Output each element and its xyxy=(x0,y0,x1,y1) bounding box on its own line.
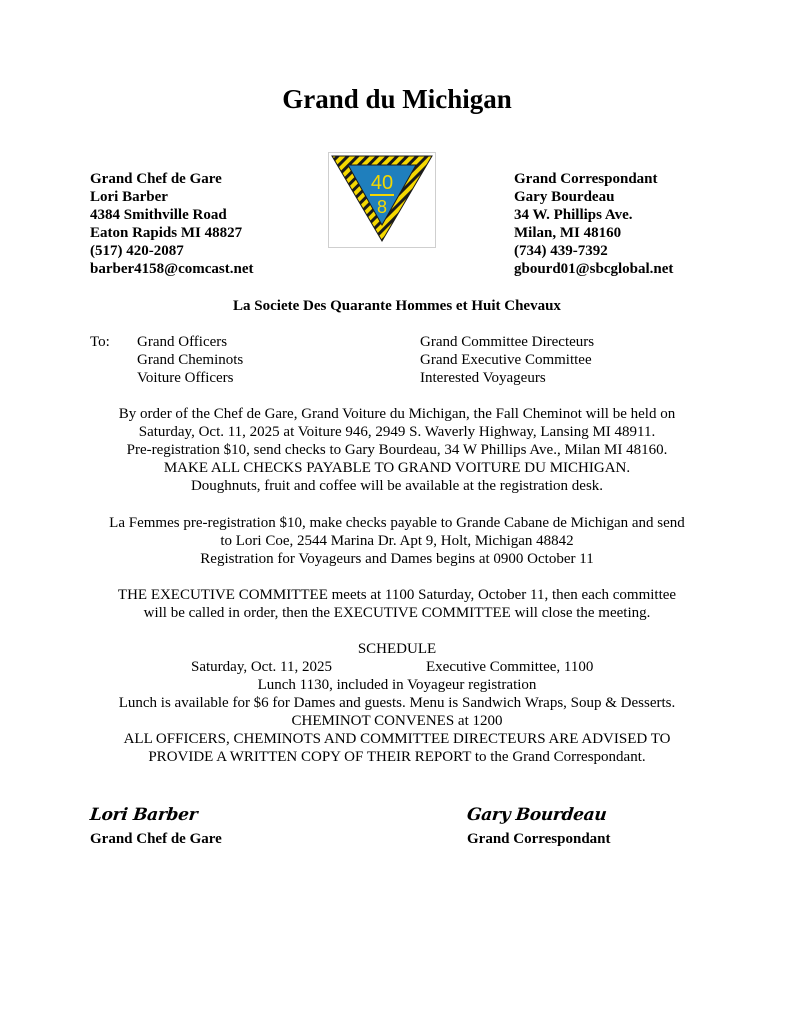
left-address-name: Lori Barber xyxy=(90,189,168,205)
paragraph-line: Saturday, Oct. 11, 2025 at Voiture 946, 2949 S. Waverly Highway, Lansing MI 48911. xyxy=(138,424,656,440)
left-address-city: Eaton Rapids MI 48827 xyxy=(90,225,243,241)
schedule-heading: SCHEDULE xyxy=(357,641,437,657)
schedule-section xyxy=(0,640,794,766)
paragraph-line: By order of the Chef de Gare, Grand Voiture du Michigan, the Fall Cheminot will be held on xyxy=(118,406,676,422)
schedule-date: Saturday, Oct. 11, 2025 xyxy=(191,659,332,675)
right-address-block xyxy=(514,170,673,278)
schedule-executive: Executive Committee, 1100 xyxy=(426,659,594,675)
paragraph-line: to Lori Coe, 2544 Marina Dr. Apt 9, Holt, Michigan 48842 xyxy=(220,533,574,549)
recipient-item: Grand Committee Directeurs xyxy=(420,334,595,350)
forty-and-eight-emblem xyxy=(328,152,436,248)
recipient-item: Interested Voyageurs xyxy=(420,370,546,386)
left-signature-title: Grand Chef de Gare xyxy=(90,831,222,847)
paragraph-line: will be called in order, then the EXECUTIVE COMMITTEE will close the meeting. xyxy=(143,605,651,621)
schedule-line: Lunch is available for $6 for Dames and guests. Menu is Sandwich Wraps, Soup & Desserts. xyxy=(118,695,676,711)
right-signature-title: Grand Correspondant xyxy=(467,831,611,847)
paragraph-line: Registration for Voyageurs and Dames begins at 0900 October 11 xyxy=(200,551,594,567)
emblem-bottom-number: 8 xyxy=(376,197,388,217)
right-address-city: Milan, MI 48160 xyxy=(514,225,622,241)
right-address-email: gbourd01@sbcglobal.net xyxy=(514,261,674,277)
paragraph-line: Pre-registration $10, send checks to Gary Bourdeau, 34 W Phillips Ave., Milan MI 48160. xyxy=(126,442,668,458)
right-signature: Gary Bourdeau xyxy=(465,805,608,825)
organization-subtitle: La Societe Des Quarante Hommes et Huit Chevaux xyxy=(233,298,561,314)
schedule-line: PROVIDE A WRITTEN COPY OF THEIR REPORT to the Grand Correspondant. xyxy=(148,749,646,765)
recipients-column-2 xyxy=(420,333,594,387)
schedule-date-row xyxy=(0,658,794,676)
schedule-line: ALL OFFICERS, CHEMINOTS AND COMMITTEE DIRECTEURS ARE ADVISED TO xyxy=(123,731,671,747)
left-signature: Lori Barber xyxy=(88,805,199,825)
recipients-column-1 xyxy=(137,333,243,387)
paragraph-line: Doughnuts, fruit and coffee will be available at the registration desk. xyxy=(190,478,604,494)
schedule-line: CHEMINOT CONVENES at 1200 xyxy=(291,713,503,729)
emblem-top-number: 40 xyxy=(370,172,394,194)
recipient-item: Voiture Officers xyxy=(137,370,234,386)
left-address-email: barber4158@comcast.net xyxy=(90,261,254,277)
emblem-icon xyxy=(329,153,435,247)
recipients-label: To: xyxy=(90,334,110,350)
left-address-phone: (517) 420-2087 xyxy=(90,243,184,259)
right-address-name: Gary Bourdeau xyxy=(514,189,615,205)
paragraph-line: MAKE ALL CHECKS PAYABLE TO GRAND VOITURE DU MICHIGAN. xyxy=(163,460,631,476)
announcement-paragraph xyxy=(0,405,794,495)
la-femmes-paragraph xyxy=(0,514,794,568)
executive-committee-paragraph xyxy=(0,586,794,622)
left-address-street: 4384 Smithville Road xyxy=(90,207,227,223)
left-address-block xyxy=(90,170,254,278)
recipient-item: Grand Cheminots xyxy=(137,352,244,368)
right-address-street: 34 W. Phillips Ave. xyxy=(514,207,633,223)
recipient-item: Grand Officers xyxy=(137,334,228,350)
paragraph-line: THE EXECUTIVE COMMITTEE meets at 1100 Saturday, October 11, then each committee xyxy=(117,587,677,603)
right-address-phone: (734) 439-7392 xyxy=(514,243,608,259)
left-address-role: Grand Chef de Gare xyxy=(90,171,222,187)
right-address-role: Grand Correspondant xyxy=(514,171,658,187)
paragraph-line: La Femmes pre-registration $10, make checks payable to Grande Cabane de Michigan and send xyxy=(109,515,685,531)
page-title: Grand du Michigan xyxy=(282,84,512,114)
recipient-item: Grand Executive Committee xyxy=(420,352,592,368)
schedule-line: Lunch 1130, included in Voyageur registration xyxy=(257,677,537,693)
